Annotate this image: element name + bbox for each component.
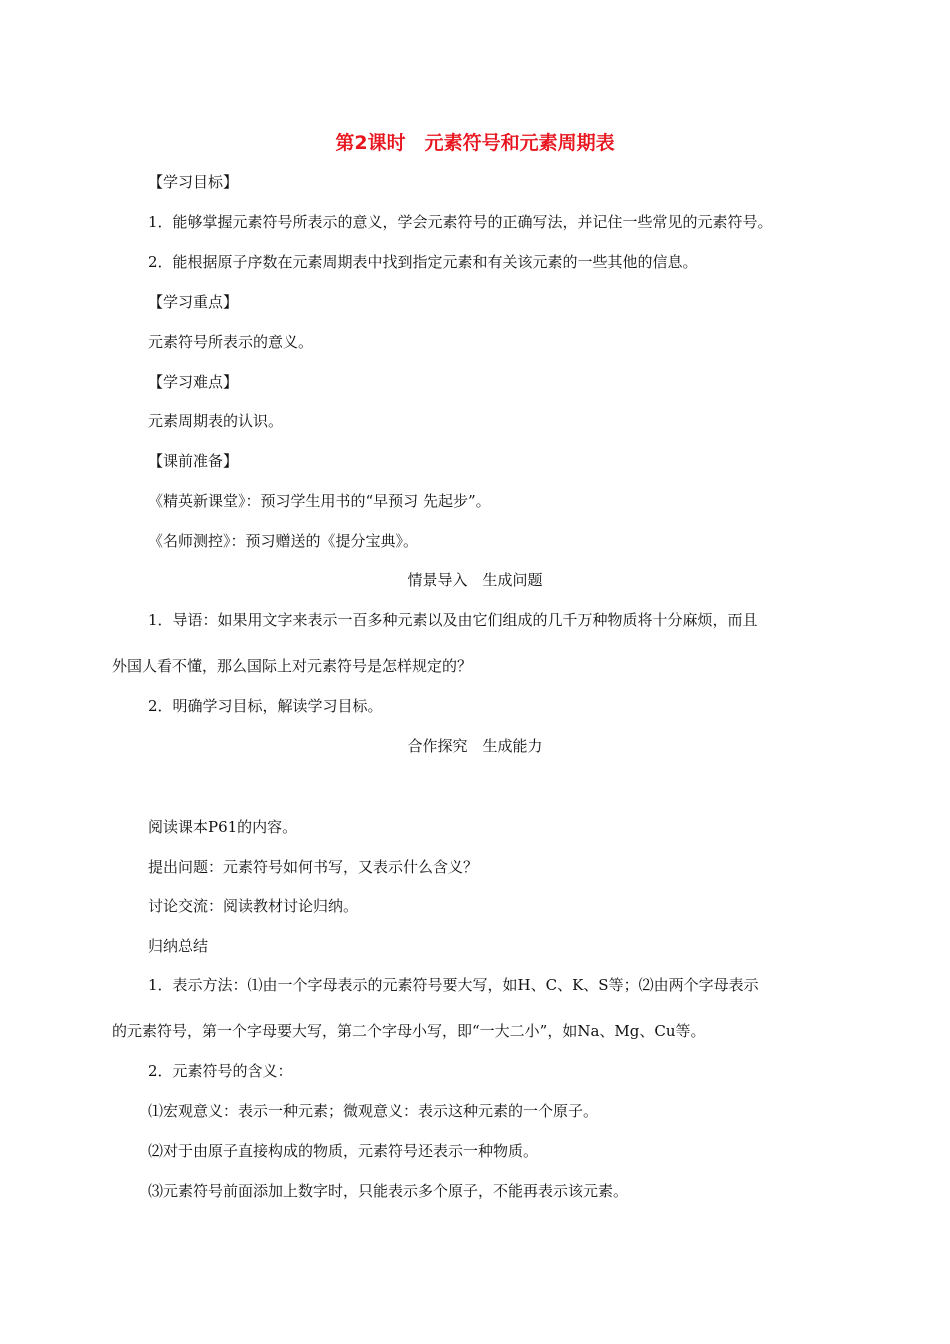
explore-question: 提出问题：元素符号如何书写，又表示什么含义？: [148, 858, 479, 876]
goal-item-2: 2．能根据原子序数在元素周期表中找到指定元素和有关该元素的一些其他的信息。: [148, 253, 698, 271]
goals-header: 【学习目标】: [148, 173, 239, 191]
explore-discuss: 讨论交流：阅读教材讨论归纳。: [148, 897, 359, 915]
summary-item-1-line-2: 的元素符号，第一个字母要大写，第二个字母小写，即“一大二小”，如Na、Mg、Cu等。: [112, 1022, 706, 1040]
page-title: 第2课时 元素符号和元素周期表: [335, 132, 615, 154]
explore-heading: 合作探究 生成能力: [407, 737, 543, 755]
key-text: 元素符号所表示的意义。: [148, 333, 314, 351]
intro-item-1-line-2: 外国人看不懂，那么国际上对元素符号是怎样规定的？: [112, 657, 473, 675]
preparation-item-1: 《精英新课堂》：预习学生用书的“早预习 先起步”。: [148, 492, 491, 510]
goal-item-1: 1．能够掌握元素符号所表示的意义，学会元素符号的正确写法，并记住一些常见的元素符号。: [148, 213, 773, 231]
preparation-item-2: 《名师测控》：预习赠送的《提分宝典》。: [148, 532, 419, 550]
summary-item-2: 2．元素符号的含义：: [148, 1062, 293, 1080]
intro-item-2: 2．明确学习目标，解读学习目标。: [148, 697, 383, 715]
explore-read: 阅读课本P61的内容。: [148, 818, 298, 836]
intro-heading: 情景导入 生成问题: [407, 571, 543, 589]
key-header: 【学习重点】: [148, 293, 239, 311]
difficulty-text: 元素周期表的认识。: [148, 412, 284, 430]
summary-item-1-line-1: 1．表示方法：⑴由一个字母表示的元素符号要大写，如H、C、K、S等；⑵由两个字母表示: [148, 976, 759, 994]
summary-item-2-3: ⑶元素符号前面添加上数字时，只能表示多个原子，不能再表示该元素。: [148, 1182, 629, 1200]
summary-item-2-2: ⑵对于由原子直接构成的物质，元素符号还表示一种物质。: [148, 1142, 539, 1160]
intro-item-1-line-1: 1．导语：如果用文字来表示一百多种元素以及由它们组成的几千万种物质将十分麻烦，而且: [148, 611, 758, 629]
summary-header: 归纳总结: [148, 937, 209, 955]
difficulty-header: 【学习难点】: [148, 373, 239, 391]
preparation-header: 【课前准备】: [148, 452, 239, 470]
summary-item-2-1: ⑴宏观意义：表示一种元素；微观意义：表示这种元素的一个原子。: [148, 1102, 599, 1120]
